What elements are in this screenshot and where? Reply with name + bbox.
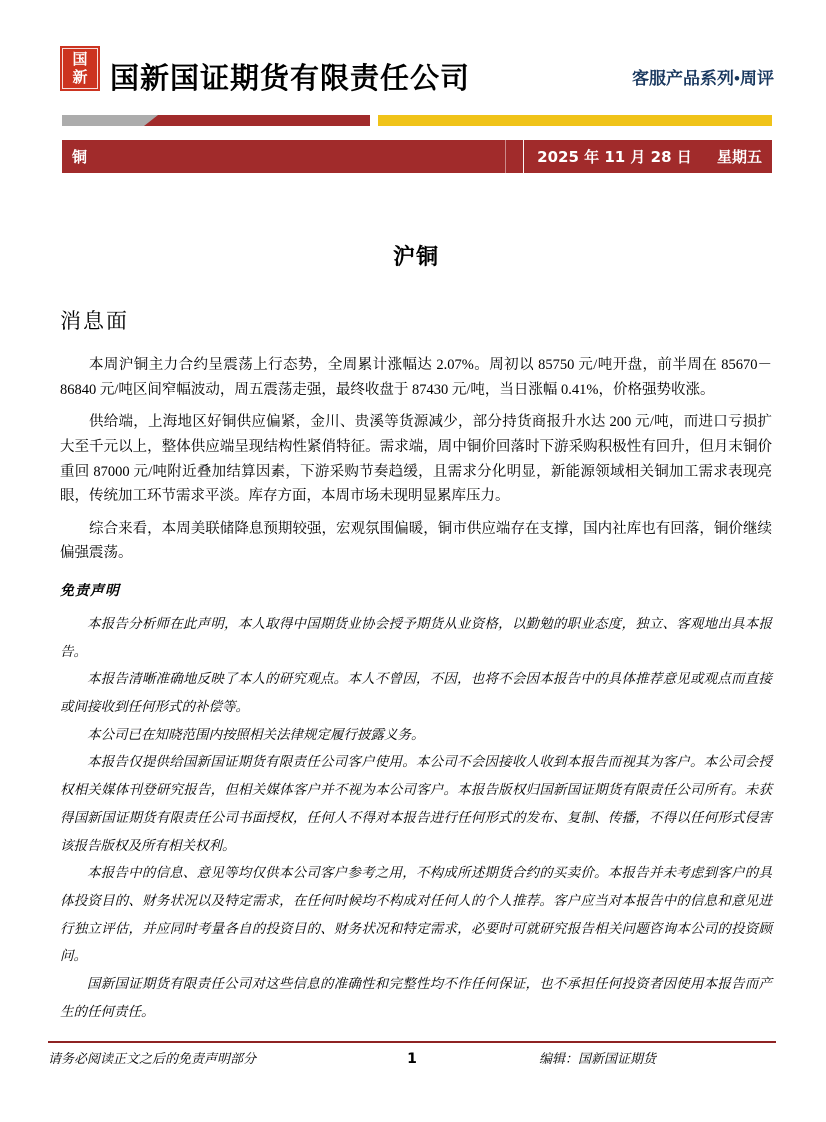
banner-divider <box>523 140 524 173</box>
disclaimer-paragraph-4: 本报告仅提供给国新国证期货有限责任公司客户使用。本公司不会因接收人收到本报告而视其为客户。本公司会授权相关媒体刊登研究报告，但相关媒体客户并不视为本公司客户。本报告版权归国新国证期货有限责任公司所有。未获得国新国证期货有限责任公司书面授权，任何人不得对本报告进行任何形式的发布、复制、传播，不得以任何形式侵害该报告版权及所有相关权利。 <box>60 754 772 853</box>
logo-char-bottom: 新 <box>72 67 88 86</box>
news-paragraph-2: 供给端，上海地区好铜供应偏紧，金川、贵溪等货源减少，部分持货商报升水达 200 元/吨，而进口亏损扩大至千元以上，整体供应端呈现结构性紧俏特征。需求端，周中铜价回落时下游采购积极性有回升，但月末铜价重回 87000 元/吨附近叠加结算因素，下游采购节奏趋缓，且需求分化明显，新能源领域相关铜加工需求表现亮眼，传统加工环节需求平淡。库存方面，本周市场未现明显累库压力。 <box>60 414 772 505</box>
banner-divider-faint <box>505 140 506 173</box>
report-date: 2025 年 11 月 28 日 <box>537 148 692 166</box>
banner-commodity-label: 铜 <box>72 148 88 166</box>
report-weekday: 星期五 <box>716 148 762 166</box>
footer-row <box>48 1043 776 1067</box>
logo-char-top: 国 <box>72 50 88 69</box>
decorative-bar <box>62 115 772 126</box>
footer-editor: 编辑：国新国证期货 <box>538 1051 656 1066</box>
page-number: 1 <box>407 1051 417 1067</box>
news-paragraph-3: 综合来看，本周美联储降息预期较强，宏观氛围偏暖，铜市供应端存在支撑，国内社库也有回落，铜价继续偏强震荡。 <box>60 520 772 562</box>
disclaimer-heading: 免责声明 <box>60 584 120 600</box>
disclaimer-paragraph-2: 本报告清晰准确地反映了本人的研究观点。本人不曾因，不因，也将不会因本报告中的具体推荐意见或观点而直接或间接收到任何形式的补偿等。 <box>60 671 772 715</box>
title-banner <box>62 140 772 173</box>
company-logo <box>60 46 100 91</box>
disclaimer-paragraph-5: 本报告中的信息、意见等均仅供本公司客户参考之用，不构成所述期货合约的买卖价。本报告并未考虑到客户的具体投资目的、财务状况以及特定需求，在任何时候均不构成对任何人的个人推荐。客户应当对本报告中的信息和意见进行独立评估，并应同时考量各自的投资目的、财务状况和特定需求，必要时可就研究报告相关问题咨询本公司的投资顾问。 <box>60 865 772 964</box>
news-paragraph-1: 本周沪铜主力合约呈震荡上行态势，全周累计涨幅达 2.07%。周初以 85750 元/吨开盘，前半周在 85670－86840 元/吨区间窄幅波动，周五震荡走强，最终收盘于 87430 元/吨，当日涨幅 0.41%，价格强势收涨。 <box>60 357 772 398</box>
masthead <box>60 46 774 95</box>
footer-disclaimer-note: 请务必阅读正文之后的免责声明部分 <box>48 1051 257 1066</box>
decorative-bar-yellow <box>378 115 772 126</box>
disclaimer-paragraph-1: 本报告分析师在此声明，本人取得中国期货业协会授予期货从业资格，以勤勉的职业态度，独立、客观地出具本报告。 <box>60 616 772 659</box>
section-heading-news: 消息面 <box>60 309 129 333</box>
disclaimer-paragraph-3: 本公司已在知晓范围内按照相关法律规定履行披露义务。 <box>87 726 425 742</box>
banner-date <box>537 146 762 167</box>
company-name: 国新国证期货有限责任公司 <box>110 61 471 95</box>
decorative-bar-gray <box>62 115 158 126</box>
page-footer <box>48 1041 776 1067</box>
disclaimer-paragraph-6: 国新国证期货有限责任公司对这些信息的准确性和完整性均不作任何保证，也不承担任何投资者因使用本报告而产生的任何责任。 <box>60 975 772 1019</box>
series-label: 客服产品系列•周评 <box>632 69 774 88</box>
report-body <box>60 240 772 1025</box>
report-title: 沪铜 <box>392 245 439 270</box>
